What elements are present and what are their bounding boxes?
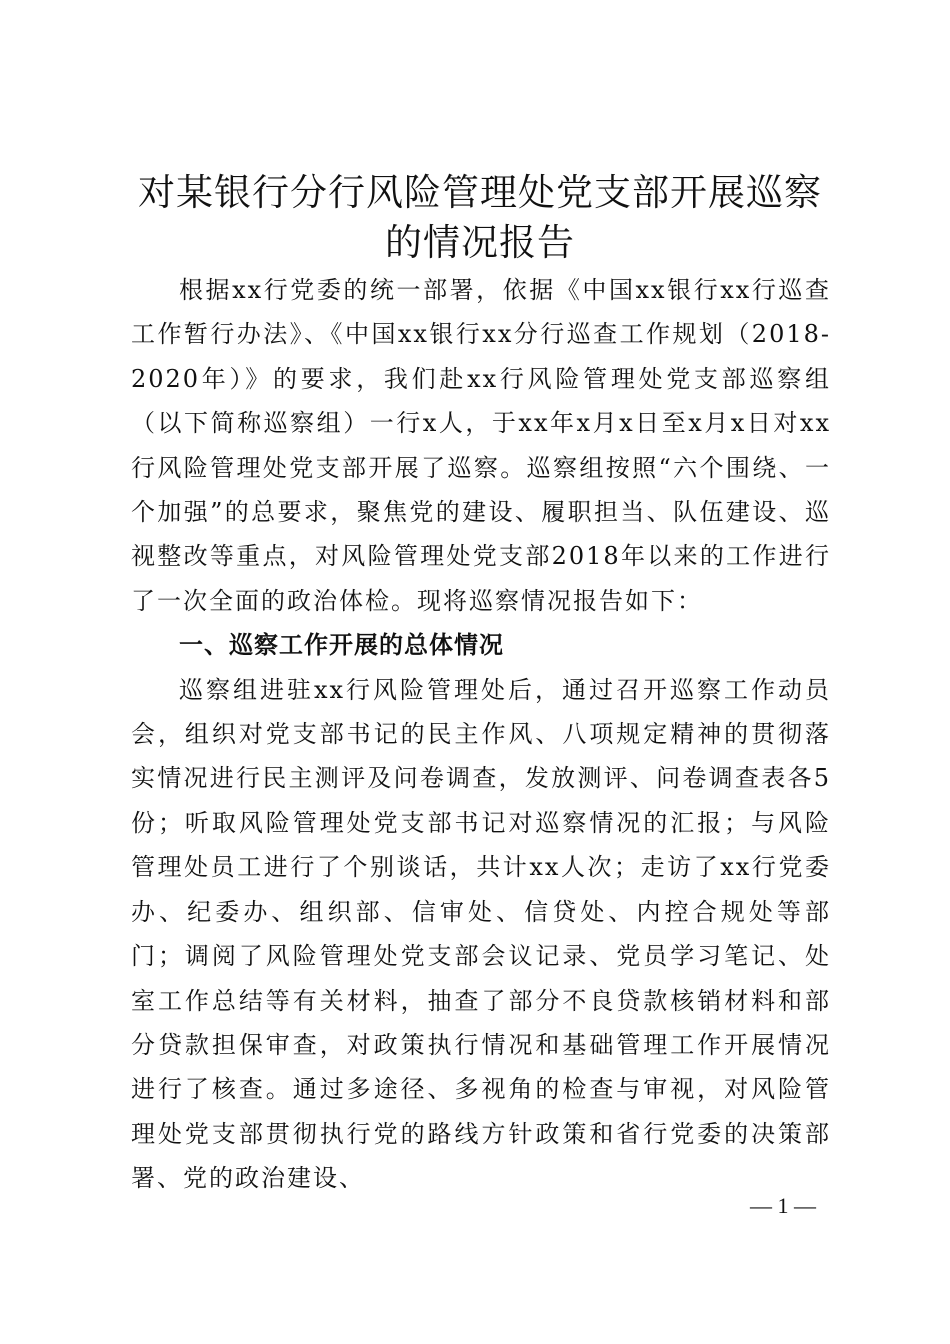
section-paragraph: 巡察组进驻xx行风险管理处后，通过召开巡察工作动员会，组织对党支部书记的民主作风、八项规定精神的贯彻落实情况进行民主测评及问卷调查，发放测评、问卷调查表各5份；听取风险管理处党支部书记对巡察情况的汇报；与风险管理处员工进行了个别谈话，共计xx人次；走访了xx行党委办、纪委办、组织部、信审处、信贷处、内控合规处等部门；调阅了风险管理处党支部会议记录、党员学习笔记、处室工作总结等有关材料，抽查了部分不良贷款核销材料和部分贷款担保审查，对政策执行情况和基础管理工作开展情况进行了核查。通过多途径、多视角的检查与审视，对风险管理处党支部贯彻执行党的路线方针政策和省行党委的决策部署、党的政治建设、: [131, 675, 831, 1193]
document-title: 对某银行分行风险管理处党支部开展巡察的情况报告: [138, 171, 822, 264]
document-body: [131, 268, 831, 1201]
section-heading: 一、巡察工作开展的总体情况: [179, 631, 504, 660]
intro-paragraph: 根据xx行党委的统一部署，依据《中国xx银行xx行巡查工作暂行办法》、《中国xx银行xx分行巡查工作规划（2018-2020年）》的要求，我们赴xx行风险管理处党支部巡察组（以下简称巡察组）一行x人，于xx年x月x日至x月x日对xx行风险管理处党支部开展了巡察。巡察组按照“六个围绕、一个加强”的总要求，聚焦党的建设、履职担当、队伍建设、巡视整改等重点，对风险管理处党支部2018年以来的工作进行了一次全面的政治体检。现将巡察情况报告如下：: [131, 276, 831, 615]
page-number: — 1 —: [750, 1193, 816, 1218]
